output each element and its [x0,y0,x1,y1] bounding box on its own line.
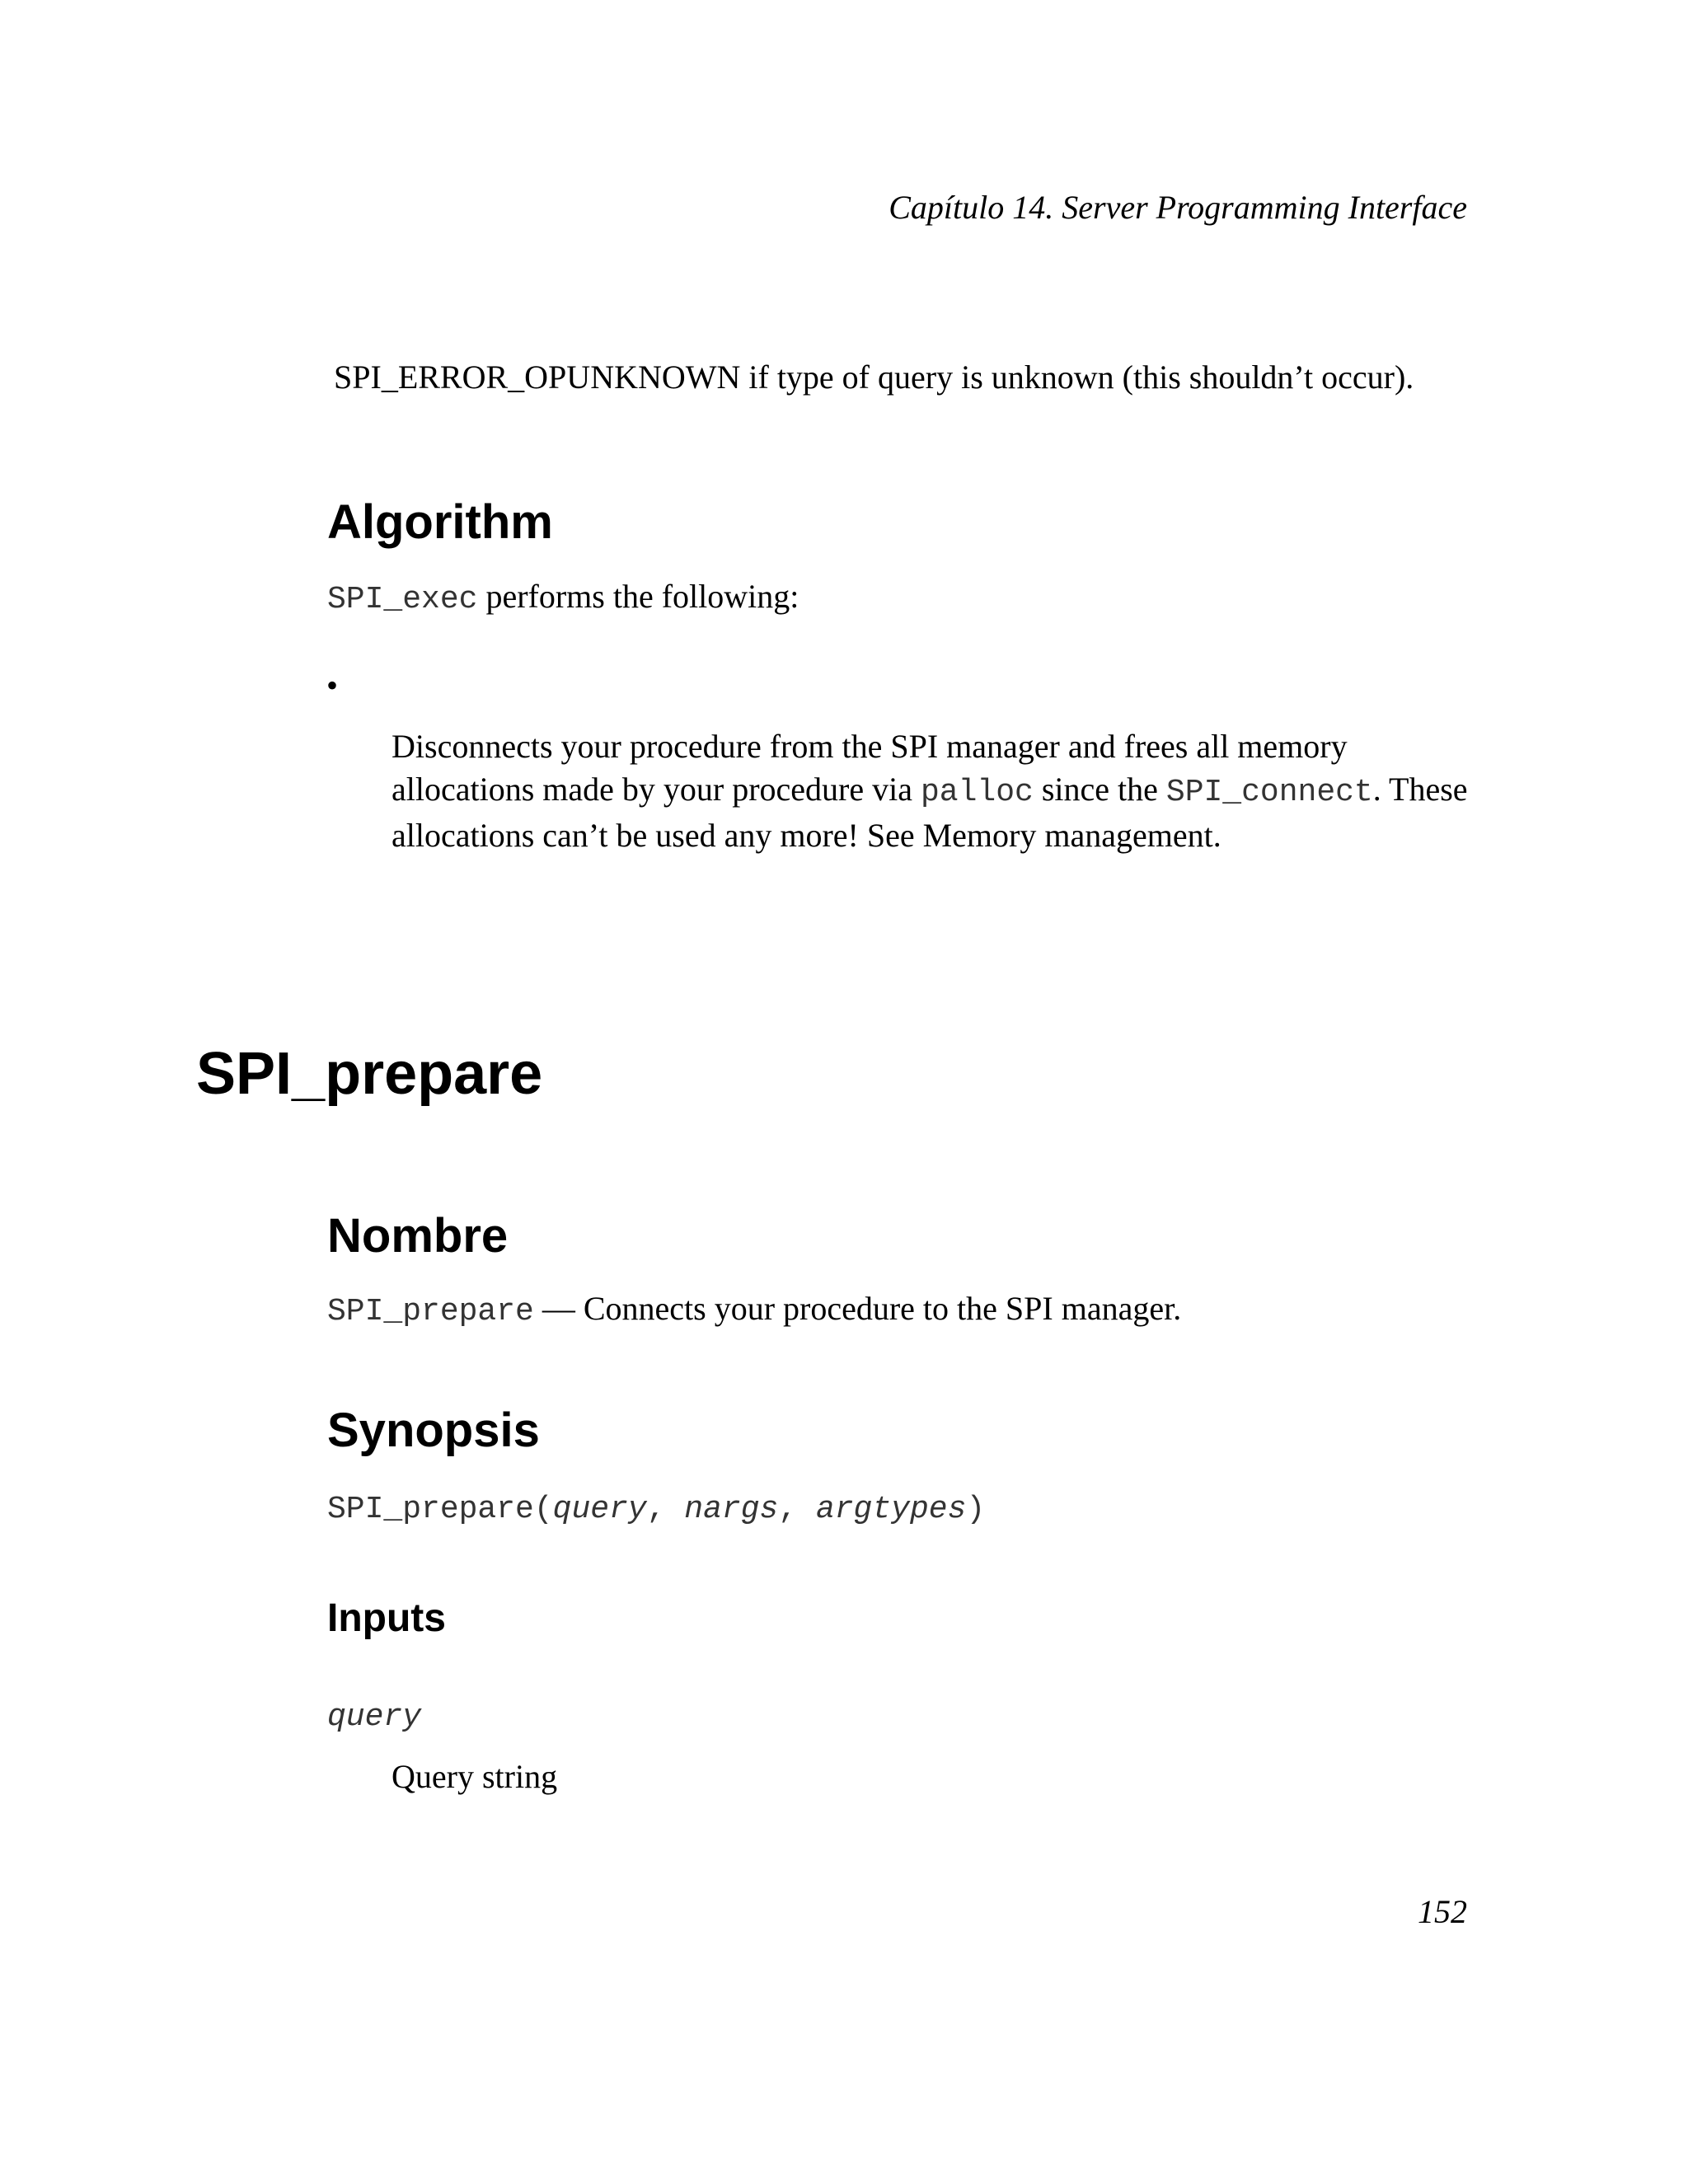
palloc-code: palloc [921,775,1034,810]
bullet-text-part-1: Disconnects your procedure from the SPI manager and frees all memory allocations made by your procedure via [392,728,1348,808]
synopsis-signature [327,1488,985,1531]
input-description-query: Query string [392,1758,558,1795]
algorithm-intro-code: SPI_exec [327,582,478,617]
bullet-marker: • [326,667,339,704]
nombre-text: — Connects your procedure to the SPI manager. [533,1290,1182,1327]
page-number: 152 [1418,1893,1467,1930]
section-title: SPI_prepare [196,1041,543,1107]
synopsis-separator: , [646,1492,685,1527]
synopsis-close-paren: ) [966,1492,986,1527]
synopsis-arg-query: query [552,1492,647,1527]
input-term-query: query [327,1699,422,1735]
synopsis-arg-nargs: nargs [684,1492,779,1527]
algorithm-bullet-text [392,725,1479,857]
nombre-heading: Nombre [327,1209,509,1263]
nombre-code: SPI_prepare [327,1294,534,1329]
error-return-value: SPI_ERROR_OPUNKNOWN if type of query is unknown (this shouldn’t occur). [334,359,1414,396]
synopsis-arg-argtypes: argtypes [815,1492,967,1527]
synopsis-function: SPI_prepare( [327,1492,553,1527]
inputs-heading: Inputs [327,1596,446,1640]
algorithm-heading: Algorithm [327,495,553,549]
algorithm-intro [327,575,799,621]
algorithm-intro-text: performs the following: [477,578,799,615]
spi-connect-code: SPI_connect [1165,775,1373,810]
synopsis-heading: Synopsis [327,1404,540,1457]
nombre-description [327,1287,1181,1333]
bullet-text-part-3: . These allocations can’t be used any more! See Memory management. [392,771,1468,854]
bullet-text-part-2: since the [1033,771,1166,808]
running-header: Capítulo 14. Server Programming Interface [889,189,1467,226]
synopsis-separator: , [778,1492,816,1527]
